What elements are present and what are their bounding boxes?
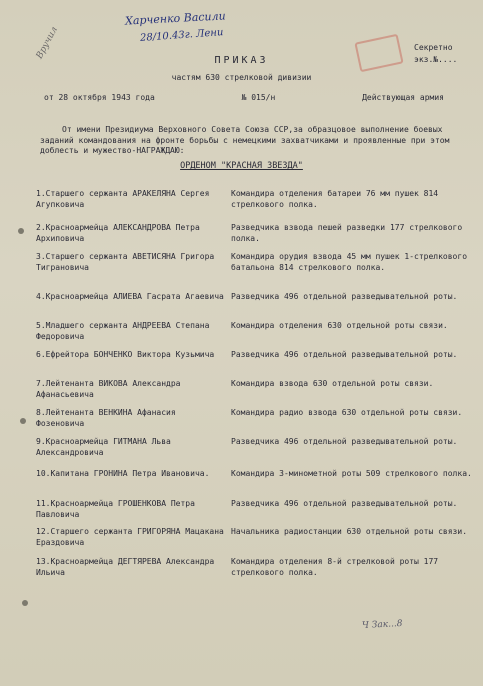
red-stamp xyxy=(354,34,403,72)
recipient-name: 7.Лейтенанта ВИКОВА Александра Афанасьевича xyxy=(36,379,181,399)
award-entry xyxy=(36,291,476,302)
award-entry xyxy=(36,349,476,360)
document-subtitle: частям 630 стрелковой дивизии xyxy=(171,73,312,82)
recipient-name: 5.Младшего сержанта АНДРЕЕВА Степана Федоровича xyxy=(36,321,210,341)
handwritten-date: 28/10.43г. Лени xyxy=(139,27,224,44)
award-entry xyxy=(36,498,476,520)
copy-number: экз.№.... xyxy=(414,55,458,64)
recipient-name: 8.Лейтенанта ВЕНКИНА Афанасия Фозеновича xyxy=(36,408,176,428)
order-number: № 015/н xyxy=(241,93,276,102)
award-entry xyxy=(36,378,476,400)
recipient-position: Командира взвода 630 отдельной роты связи. xyxy=(231,379,434,388)
recipient-position: Командира отделения батареи 76 мм пушек 814 стрелкового полка. xyxy=(231,189,439,209)
recipient-name: 11.Красноармейца ГРОШЕНКОВА Петра Павловича xyxy=(36,499,195,519)
recipient-position: Начальника радиостанции 630 отдельной роты связи. xyxy=(231,527,468,536)
award-entry xyxy=(36,320,476,342)
intro-paragraph: От имени Президиума Верховного Совета Союза ССР,за образцовое выполнение боевых заданий командования на фронте борьбы с немецкими захватчиками и проявленные при этом доблесть и мужество-НАГРАЖДАЮ: xyxy=(40,125,450,155)
award-entry xyxy=(36,222,476,244)
binding-hole xyxy=(22,600,28,606)
award-entry xyxy=(36,436,476,458)
award-entry xyxy=(36,188,476,210)
document-title: ПРИКАЗ xyxy=(214,55,269,66)
binding-hole xyxy=(20,418,26,424)
margin-signature: Вручил xyxy=(34,25,60,61)
award-heading: ОРДЕНОМ "КРАСНАЯ ЗВЕЗДА" xyxy=(180,161,303,171)
recipient-position: Разведчика 496 отдельной разведывательной роты. xyxy=(231,499,458,508)
recipient-name: 10.Капитана ГРОНИНА Петра Ивановича. xyxy=(36,469,210,478)
recipient-position: Командира радио взвода 630 отдельной роты связи. xyxy=(231,408,463,417)
recipient-name: 3.Старшего сержанта АВЕТИСЯНА Григора Тиграновича xyxy=(36,252,215,272)
recipient-name: 6.Ефрейтора БОНЧЕНКО Виктора Кузьмича xyxy=(36,350,215,359)
award-entry xyxy=(36,407,476,429)
recipient-name: 9.Красноармейца ГИТМАНА Льва Александровича xyxy=(36,437,171,457)
award-entry xyxy=(36,251,476,273)
date-line xyxy=(44,93,444,102)
recipient-name: 1.Старшего сержанта АРАКЕЛЯНА Сергея Агупковича xyxy=(36,189,210,209)
recipient-name: 4.Красноармейца АЛИЕВА Гасрата Агаевича xyxy=(36,292,224,301)
recipient-position: Командира отделения 630 отдельной роты связи. xyxy=(231,321,448,330)
recipient-position: Разведчика 496 отдельной разведывательной роты. xyxy=(231,292,458,301)
award-entry xyxy=(36,556,476,578)
recipient-position: Разведчика взвода пешей разведки 177 стрелкового полка. xyxy=(231,223,463,243)
recipient-position: Командира отделения 8-й стрелковой роты 177 стрелкового полка. xyxy=(231,557,439,577)
award-entry xyxy=(36,468,476,479)
binding-hole xyxy=(18,228,24,234)
recipient-name: 13.Красноармейца ДЕГТЯРЕВА Александра Ильича xyxy=(36,557,215,577)
award-entry xyxy=(36,526,476,548)
recipient-name: 12.Старшего сержанта ГРИГОРЯНА Мацакана Ераздовича xyxy=(36,527,224,547)
bottom-signature: Ч Зак...8 xyxy=(361,618,403,632)
recipient-position: Разведчика 496 отдельной разведывательной роты. xyxy=(231,350,458,359)
recipient-name: 2.Красноармейца АЛЕКСАНДРОВА Петра Архиповича xyxy=(36,223,200,243)
order-date: от 28 октября 1943 года xyxy=(44,93,155,102)
secret-text: Секретно xyxy=(414,43,453,52)
recipient-position: Разведчика 496 отдельной разведывательной роты. xyxy=(231,437,458,446)
recipient-position: Командира орудия взвода 45 мм пушек 1-стрелкового батальона 814 стрелкового полка. xyxy=(231,252,468,272)
army-label: Действующая армия xyxy=(362,93,444,102)
handwritten-note-top: Харченко Васили xyxy=(124,9,226,28)
recipient-position: Командира 3-минометной роты 509 стрелкового полка. xyxy=(231,469,472,478)
